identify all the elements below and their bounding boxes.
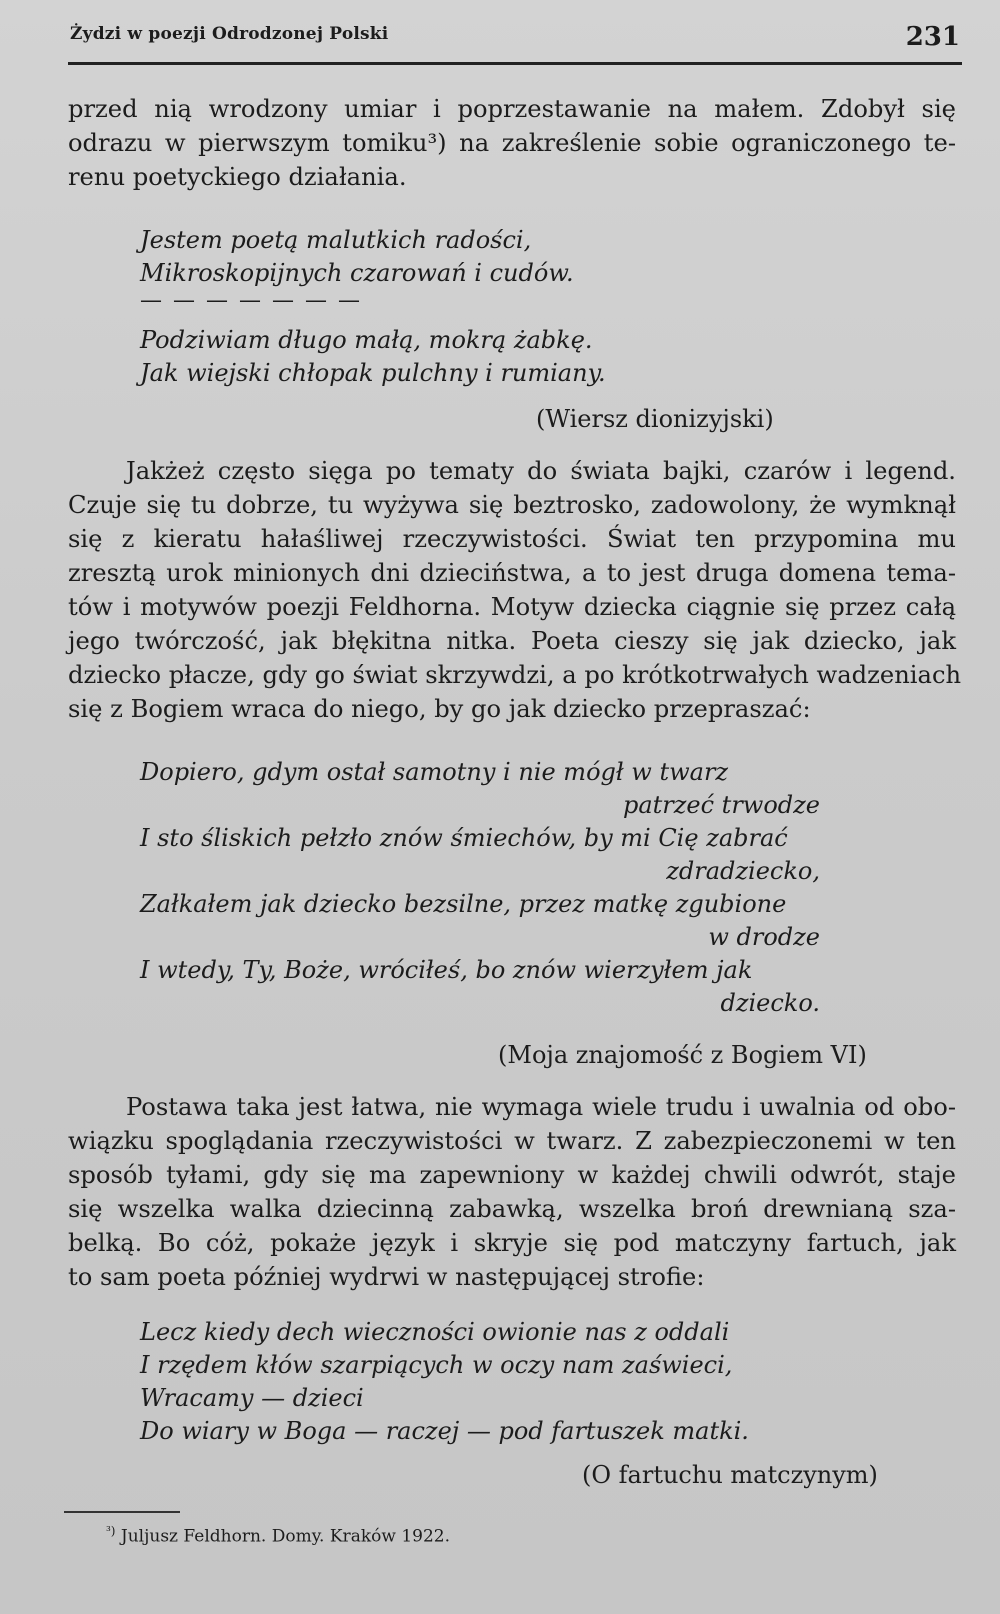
paragraph-line: renu poetyckiego działania.	[68, 163, 407, 191]
paragraph-line: wiązku spoglądania rzeczywistości w twarz. Z zabezpieczonemi w ten	[68, 1127, 956, 1155]
paragraph-line: się wszelka walka dziecinną zabawką, wszelka broń drewnianą sza-	[68, 1195, 956, 1223]
verse-block-2	[140, 756, 900, 1020]
verse-block-1b	[140, 324, 900, 390]
verse-line: I sto śliskich pełzło znów śmiechów, by mi Cię zabrać	[140, 824, 788, 852]
verse-source-2: (Moja znajomość z Bogiem VI)	[498, 1041, 867, 1069]
verse-line: Do wiary w Boga — raczej — pod fartuszek matki.	[140, 1417, 749, 1445]
paragraph-line: Postawa taka jest łatwa, nie wymaga wiele trudu i uwalnia od obo-	[126, 1093, 956, 1121]
paragraph-line: się z kieratu hałaśliwej rzeczywistości. Świat ten przypomina mu	[68, 525, 956, 553]
paragraph-line: Jakżeż często sięga po tematy do świata bajki, czarów i legend.	[126, 457, 956, 485]
verse-line: Podziwiam długo małą, mokrą żabkę.	[140, 326, 593, 354]
paragraph-line: dziecko płacze, gdy go świat skrzywdzi, a po krótkotrwałych wadzeniach	[68, 661, 962, 689]
paragraph-line: się z Bogiem wraca do niego, by go jak dziecko przepraszać:	[68, 695, 811, 723]
paragraph-line: Czuje się tu dobrze, tu wyżywa się beztrosko, zadowolony, że wymknął	[68, 491, 956, 519]
verse-line: Załkałem jak dziecko bezsilne, przez matkę zgubione	[140, 890, 787, 918]
verse-line: patrzeć trwodze	[622, 791, 820, 819]
verse-source-3: (O fartuchu matczynym)	[582, 1461, 878, 1489]
paragraph-line: przed nią wrodzony umiar i poprzestawanie na małem. Zdobył się	[68, 95, 956, 123]
paragraph-line: belką. Bo cóż, pokaże język i skryje się pod matczyny fartuch, jak	[68, 1229, 956, 1257]
footnote-text: Juljusz Feldhorn. Domy. Kraków 1922.	[120, 1526, 450, 1547]
paragraph-line: tów i motywów poezji Feldhorna. Motyw dziecka ciągnie się przez całą	[68, 593, 956, 621]
paragraph-line: sposób tyłami, gdy się ma zapewniony w każdej chwili odwrót, staje	[68, 1161, 956, 1189]
footnote	[106, 1524, 450, 1547]
paragraph-2	[68, 454, 962, 726]
verse-line: Lecz kiedy dech wieczności owionie nas z oddali	[140, 1318, 730, 1346]
verse-line: Dopiero, gdym ostał samotny i nie mógł w twarz	[140, 758, 729, 786]
verse-line: I wtedy, Ty, Boże, wróciłeś, bo znów wierzyłem jak	[140, 956, 753, 984]
verse-source-1: (Wiersz dionizyjski)	[536, 405, 774, 433]
paragraph-3	[68, 1090, 956, 1294]
verse-line: w drodze	[708, 923, 820, 951]
paragraph-1	[68, 92, 956, 194]
paragraph-line: zresztą urok minionych dni dzieciństwa, a to jest druga domena tema-	[68, 559, 956, 587]
verse-line: Mikroskopijnych czarowań i cudów.	[140, 259, 574, 287]
page-number: 231	[905, 22, 960, 52]
footnote-marker: ³)	[106, 1524, 116, 1538]
paragraph-line: to sam poeta później wydrwi w następującej strofie:	[68, 1263, 705, 1291]
footnote-rule	[64, 1511, 180, 1513]
header-rule	[68, 62, 962, 65]
paragraph-line: jego twórczość, jak błękitna nitka. Poeta cieszy się jak dziecko, jak	[68, 627, 956, 655]
verse-line: Jak wiejski chłopak pulchny i rumiany.	[140, 359, 606, 387]
verse-block-3	[140, 1316, 900, 1448]
verse-line: zdradziecko,	[666, 857, 820, 885]
verse-line: Wracamy — dzieci	[140, 1384, 364, 1412]
verse-line: Jestem poetą malutkich radości,	[140, 226, 532, 254]
verse-line: I rzędem kłów szarpiących w oczy nam zaświeci,	[140, 1351, 733, 1379]
verse-omission-dashes: — — — — — — —	[140, 288, 362, 313]
running-title: Żydzi w poezji Odrodzonej Polski	[70, 24, 389, 44]
paragraph-line: odrazu w pierwszym tomiku³) na zakreślenie sobie ograniczonego te-	[68, 129, 956, 157]
verse-line: dziecko.	[720, 989, 820, 1017]
verse-block-1	[140, 224, 900, 290]
